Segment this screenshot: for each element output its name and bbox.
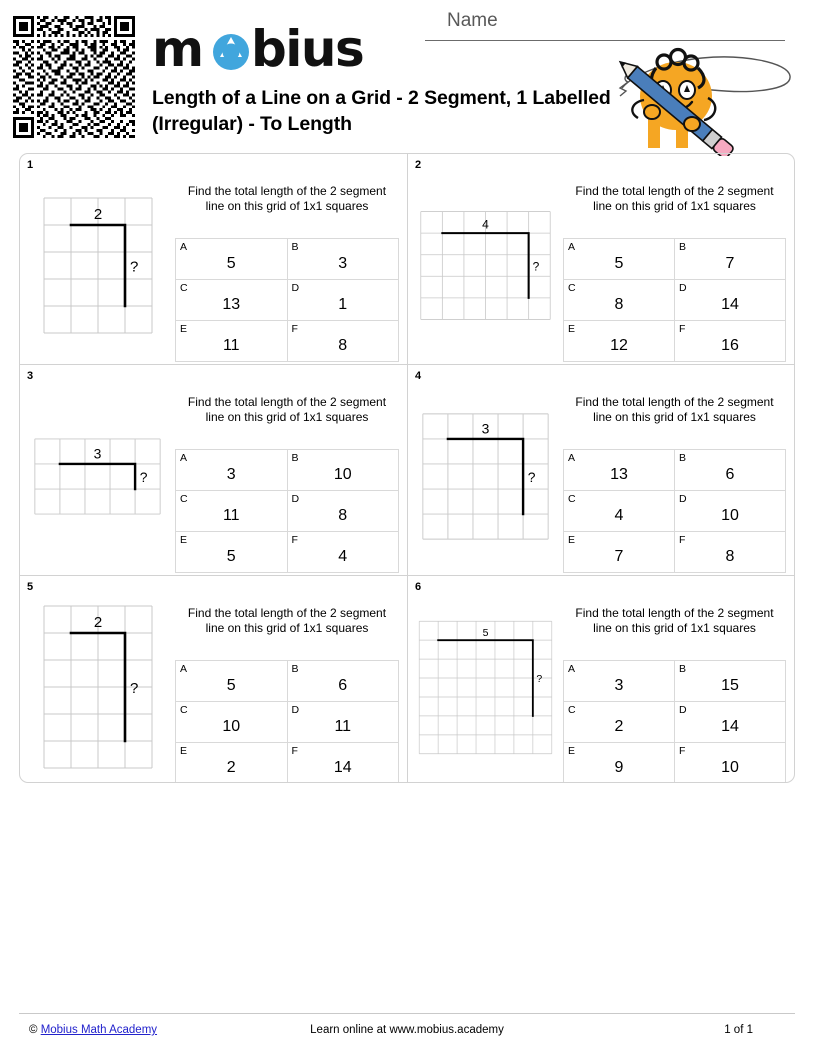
problem-row [20,364,794,575]
figure-container [20,594,175,780]
option-value: 10 [333,466,352,483]
option-letter: E [180,323,188,335]
option-letter: F [291,534,298,546]
problem-body [563,387,786,569]
option-letter: E [568,323,576,335]
option-letter: D [679,704,687,716]
problem-sheet [19,153,795,783]
answer-option-b[interactable] [287,239,399,280]
svg-text:?: ? [532,258,540,273]
option-value: 5 [226,677,236,694]
option-value: 7 [725,255,735,272]
option-value: 14 [721,718,739,735]
option-value: 7 [614,548,624,565]
problem-number: 1 [27,159,34,171]
option-value: 3 [614,677,624,694]
option-value: 2 [614,718,624,735]
answer-option-a[interactable] [564,450,675,491]
option-letter: D [679,282,687,294]
answer-option-c[interactable] [564,491,675,532]
problem-cell [20,365,407,575]
answer-row [564,239,786,280]
problem-number: 2 [415,159,422,171]
option-letter: E [568,534,576,546]
mobius-math-academy-link[interactable]: Mobius Math Academy [40,1024,158,1036]
svg-text:2: 2 [93,614,102,631]
answer-option-a[interactable] [564,661,675,702]
problem-prompt: Find the total length of the 2 segment line on this grid of 1x1 squares [575,606,774,635]
problem-grid-figure [20,428,175,525]
svg-text:?: ? [129,258,138,275]
answer-row [564,702,786,743]
option-value: 13 [610,466,628,483]
option-letter: C [568,282,576,294]
answer-option-c[interactable] [176,491,288,532]
option-letter: B [291,241,299,253]
problem-prompt: Find the total length of the 2 segment line on this grid of 1x1 squares [187,395,387,424]
problem-cell [407,365,794,575]
footer-tagline: Learn online at www.mobius.academy [310,1024,504,1036]
answer-option-f[interactable] [287,532,399,573]
answer-row [176,532,399,573]
answer-option-e[interactable] [564,743,675,784]
answer-row [564,532,786,573]
option-value: 6 [338,677,348,694]
option-letter: D [291,704,300,716]
svg-text:?: ? [536,672,543,685]
answer-options-table [563,449,786,573]
problem-body [563,598,786,780]
option-letter: D [291,282,300,294]
svg-text:?: ? [527,468,536,485]
answer-option-c[interactable] [176,702,288,743]
answer-option-e[interactable] [176,321,288,362]
option-letter: E [180,745,188,757]
page-header [0,0,815,152]
option-value: 5 [226,548,236,565]
answer-row [176,450,399,491]
problem-body [175,176,399,358]
option-value: 11 [222,337,240,354]
option-value: 11 [334,718,352,735]
option-value: 13 [222,296,241,313]
option-value: 2 [226,759,236,776]
option-letter: C [568,493,576,505]
answer-row [564,450,786,491]
option-value: 3 [226,466,236,483]
answer-option-c[interactable] [564,702,675,743]
page-title: Length of a Line on a Grid - 2 Segment, 1 Labelled (Irregular) - To Length [152,87,611,135]
figure-container [408,594,563,780]
option-value: 1 [338,296,348,313]
option-value: 15 [721,677,739,694]
option-value: 8 [614,296,624,313]
option-value: 4 [614,507,624,524]
answer-option-f[interactable] [287,743,399,784]
option-letter: F [679,323,686,335]
figure-container [408,172,563,358]
answer-option-c[interactable] [564,280,675,321]
option-letter: A [180,241,188,253]
answer-option-a[interactable] [176,661,288,702]
answer-option-c[interactable] [176,280,288,321]
problem-grid-figure [28,190,168,341]
answer-row [564,491,786,532]
answer-row [176,661,399,702]
page-number: 1 of 1 [724,1024,753,1036]
answer-options-table [175,238,399,362]
option-value: 8 [338,507,348,524]
answer-option-e[interactable] [176,743,288,784]
copyright-symbol: © [29,1024,38,1036]
problem-number: 4 [415,370,422,382]
problem-number: 6 [415,581,422,593]
option-letter: F [291,323,298,335]
figure-container [20,383,175,569]
option-letter: F [291,745,298,757]
answer-option-a[interactable] [176,450,288,491]
problem-grid-figure [408,585,563,784]
svg-text:bius: bius [251,24,364,76]
option-value: 16 [721,337,739,354]
svg-text:m: m [152,24,203,76]
problem-row [20,575,794,783]
problem-grid-figure [408,190,563,341]
option-letter: C [180,282,188,294]
answer-row [176,743,399,784]
answer-option-a[interactable] [564,239,675,280]
answer-row [176,321,399,362]
option-value: 12 [610,337,628,354]
svg-text:2: 2 [93,205,102,223]
answer-option-f[interactable] [675,743,786,784]
answer-option-b[interactable] [675,239,786,280]
footer-divider [19,1013,795,1014]
svg-text:?: ? [129,680,138,697]
answer-option-e[interactable] [564,321,675,362]
qr-code[interactable] [13,16,135,138]
svg-text:3: 3 [93,444,102,461]
answer-row [176,280,399,321]
option-letter: B [679,452,687,464]
answer-option-e[interactable] [564,532,675,573]
option-letter: A [568,241,576,253]
answer-row [176,239,399,280]
answer-row [176,491,399,532]
svg-text:5: 5 [482,626,489,639]
answer-option-b[interactable] [675,450,786,491]
option-value: 10 [721,507,739,524]
option-letter: F [679,534,686,546]
answer-row [564,743,786,784]
problem-body [175,387,399,569]
problem-number: 3 [27,370,34,382]
figure-container [20,172,175,358]
option-value: 14 [333,759,352,776]
problem-prompt: Find the total length of the 2 segment line on this grid of 1x1 squares [575,184,774,213]
problem-number: 5 [27,581,34,593]
option-letter: B [291,663,299,675]
answer-options-table [175,660,399,783]
answer-option-d[interactable] [287,280,399,321]
answer-option-a[interactable] [176,239,288,280]
answer-option-f[interactable] [675,532,786,573]
option-letter: B [679,241,687,253]
option-letter: A [568,452,576,464]
answer-row [176,702,399,743]
option-letter: E [568,745,576,757]
option-letter: B [291,452,299,464]
answer-option-d[interactable] [287,702,399,743]
option-value: 5 [614,255,624,272]
problem-cell [20,154,407,364]
option-value: 3 [338,255,348,272]
answer-option-e[interactable] [176,532,288,573]
problem-row [20,154,794,364]
option-value: 10 [222,718,241,735]
answer-row [564,321,786,362]
answer-options-table [563,238,786,362]
option-letter: F [679,745,686,757]
option-value: 8 [338,337,348,354]
option-letter: D [291,493,300,505]
figure-container [408,383,563,569]
option-value: 6 [725,466,735,483]
svg-text:4: 4 [482,216,489,231]
option-letter: A [180,663,188,675]
page-footer [19,1022,795,1044]
answer-option-d[interactable] [287,491,399,532]
answer-option-b[interactable] [675,661,786,702]
option-value: 4 [338,548,348,565]
problem-body [563,176,786,358]
option-value: 5 [226,255,236,272]
option-letter: C [568,704,576,716]
answer-row [564,280,786,321]
option-value: 9 [614,759,624,776]
option-letter: E [180,534,188,546]
problem-prompt: Find the total length of the 2 segment line on this grid of 1x1 squares [187,606,387,635]
problem-cell [407,154,794,364]
problem-grid-figure [28,598,168,776]
option-letter: B [679,663,687,675]
answer-option-d[interactable] [675,280,786,321]
option-value: 8 [725,548,735,565]
answer-option-f[interactable] [675,321,786,362]
answer-options-table [563,660,786,783]
option-letter: D [679,493,687,505]
option-value: 10 [721,759,739,776]
problem-prompt: Find the total length of the 2 segment line on this grid of 1x1 squares [187,184,387,213]
answer-option-f[interactable] [287,321,399,362]
answer-options-table [175,449,399,573]
answer-option-d[interactable] [675,491,786,532]
problem-cell [20,576,407,783]
answer-option-b[interactable] [287,450,399,491]
problem-body [175,598,399,780]
answer-option-b[interactable] [287,661,399,702]
svg-text:3: 3 [481,419,490,436]
svg-text:?: ? [139,468,148,485]
option-letter: C [180,493,188,505]
option-letter: A [568,663,576,675]
option-value: 11 [222,507,240,524]
problem-grid-figure [408,401,563,552]
name-label: Name [447,10,498,31]
answer-option-d[interactable] [675,702,786,743]
problem-cell [407,576,794,783]
answer-row [564,661,786,702]
option-letter: C [180,704,188,716]
problem-prompt: Find the total length of the 2 segment line on this grid of 1x1 squares [575,395,774,424]
mobius-logo [152,24,452,76]
option-value: 14 [721,296,739,313]
mascot-character-with-pencil [592,36,812,156]
option-letter: A [180,452,188,464]
